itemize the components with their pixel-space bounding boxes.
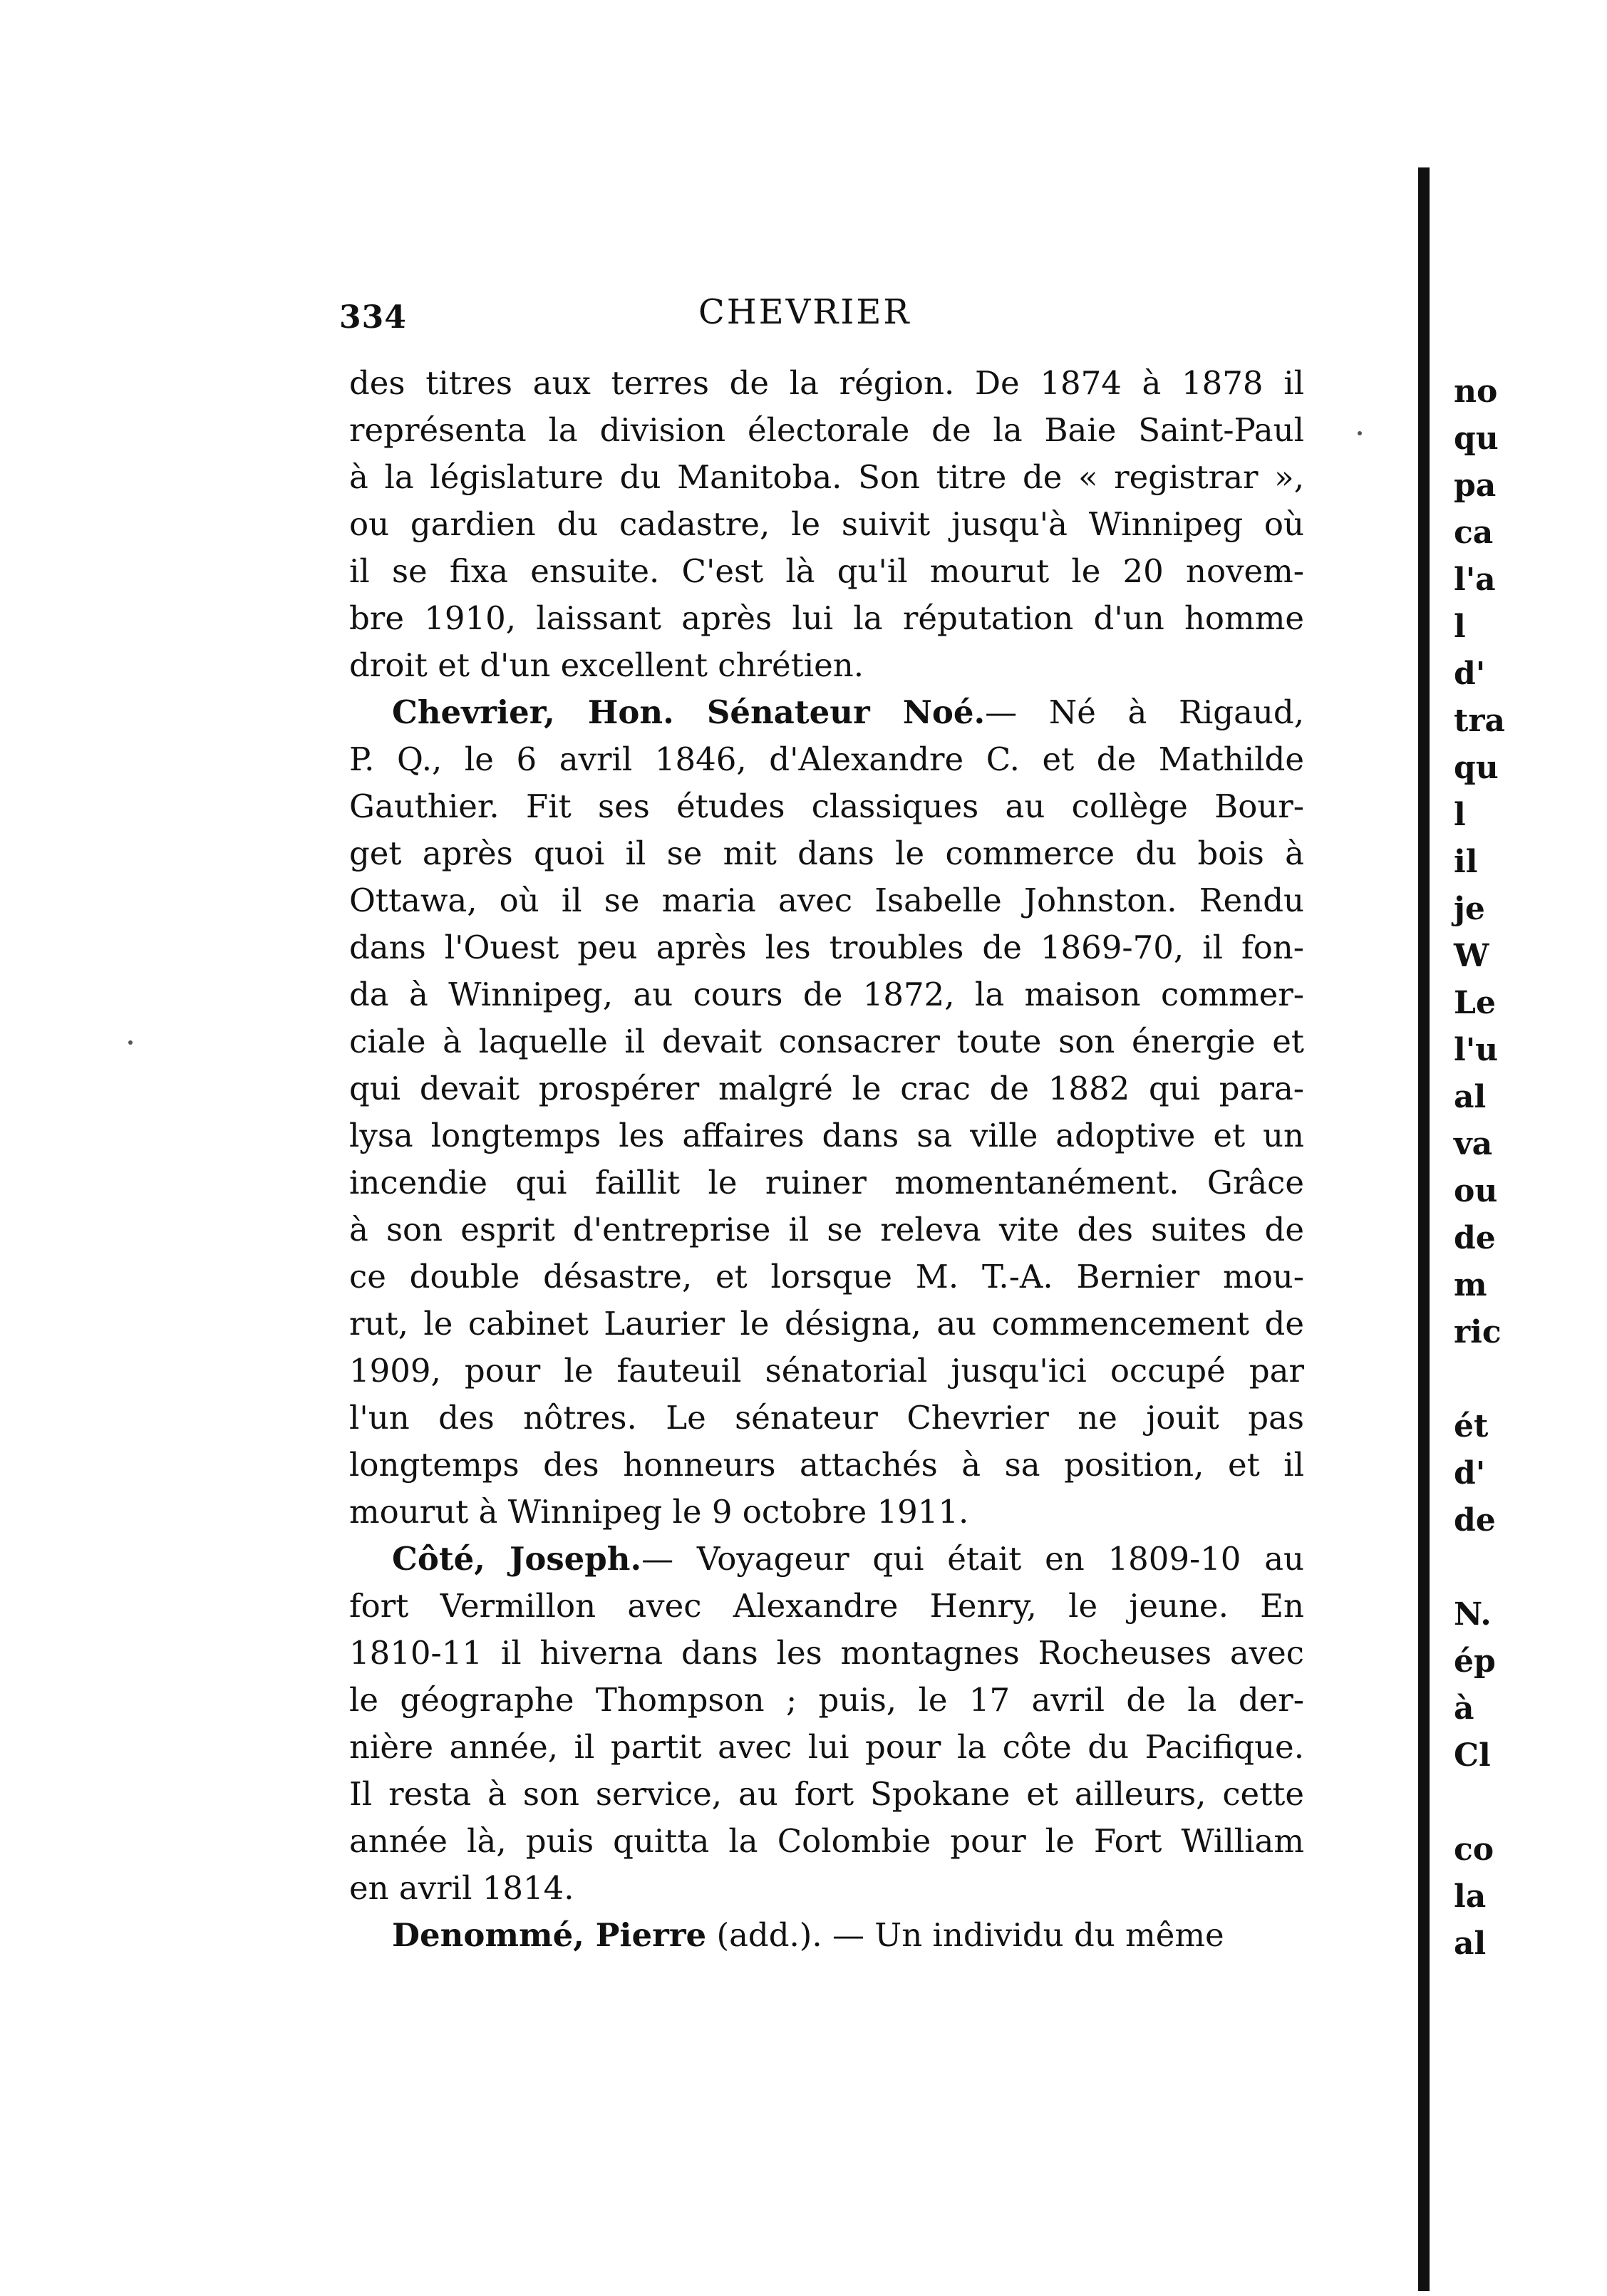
page-gutter-divider bbox=[1418, 167, 1430, 2291]
facing-page-fragment: de bbox=[1454, 1502, 1496, 1539]
text-line: ou gardien du cadastre, le suivit jusqu'à Winnipeg où bbox=[349, 505, 1304, 543]
facing-page-fragment: no bbox=[1454, 373, 1498, 410]
text-line: incendie qui faillit le ruiner momentanément. Grâce bbox=[349, 1164, 1304, 1201]
page-number: 334 bbox=[339, 299, 407, 336]
facing-page-fragment: de bbox=[1454, 1220, 1496, 1256]
facing-page-fragment: co bbox=[1454, 1831, 1494, 1868]
facing-page-fragment: d' bbox=[1454, 1455, 1486, 1491]
facing-page-fragment: qu bbox=[1454, 750, 1499, 786]
entry-text: — Né à Rigaud, bbox=[985, 693, 1304, 731]
facing-page-fragment: W bbox=[1454, 938, 1489, 974]
facing-page-fragment: à bbox=[1454, 1690, 1474, 1727]
facing-page-fragment: d' bbox=[1454, 656, 1486, 692]
entry-text: (add.). — Un individu du même bbox=[706, 1916, 1224, 1954]
text-line: en avril 1814. bbox=[349, 1869, 574, 1907]
facing-page-fragment: ric bbox=[1454, 1314, 1502, 1350]
text-line: lysa longtemps les affaires dans sa ville adoptive et un bbox=[349, 1117, 1304, 1154]
text-line: ciale à laquelle il devait consacrer toute son énergie et bbox=[349, 1023, 1304, 1060]
text-line: le géographe Thompson ; puis, le 17 avril de la der- bbox=[349, 1681, 1304, 1719]
text-line: dans l'Ouest peu après les troubles de 1869-70, il fon- bbox=[349, 929, 1304, 966]
facing-page-fragment: tra bbox=[1454, 703, 1506, 739]
text-line: bre 1910, laissant après lui la réputation d'un homme bbox=[349, 599, 1304, 637]
text-line: Gauthier. Fit ses études classiques au collège Bour- bbox=[349, 787, 1304, 825]
text-line: get après quoi il se mit dans le commerce du bois à bbox=[349, 834, 1304, 872]
facing-page-fragment: je bbox=[1454, 891, 1485, 927]
text-line: 1909, pour le fauteuil sénatorial jusqu'ici occupé par bbox=[349, 1352, 1304, 1390]
facing-page-fragment: la bbox=[1454, 1878, 1487, 1915]
entry-first-line bbox=[392, 1536, 1304, 1583]
facing-page-fragment: ca bbox=[1454, 514, 1494, 551]
text-line: il se fixa ensuite. C'est là qu'il mourut le 20 novem- bbox=[349, 552, 1304, 590]
facing-page-fragment: al bbox=[1454, 1079, 1487, 1115]
entry-heading: Denommé, Pierre bbox=[392, 1916, 707, 1954]
text-line: rut, le cabinet Laurier le désigna, au commencement de bbox=[349, 1305, 1304, 1343]
text-line: nière année, il partit avec lui pour la côte du Pacifique. bbox=[349, 1728, 1304, 1766]
text-line: qui devait prospérer malgré le crac de 1882 qui para- bbox=[349, 1070, 1304, 1107]
facing-page-fragment: pa bbox=[1454, 467, 1497, 504]
text-line: 1810-11 il hiverna dans les montagnes Rocheuses avec bbox=[349, 1634, 1304, 1672]
facing-page-fragment: m bbox=[1454, 1267, 1487, 1303]
text-line: droit et d'un excellent chrétien. bbox=[349, 646, 864, 684]
facing-page-fragment: ép bbox=[1454, 1643, 1496, 1680]
facing-page-fragment: il bbox=[1454, 844, 1478, 880]
facing-page-fragment: N. bbox=[1454, 1596, 1492, 1633]
facing-page-fragment: va bbox=[1454, 1126, 1493, 1162]
scan-speck bbox=[128, 1040, 133, 1045]
scan-speck bbox=[1358, 431, 1362, 435]
facing-page-fragment: Cl bbox=[1454, 1737, 1491, 1774]
facing-page-fragment: l'u bbox=[1454, 1032, 1499, 1068]
text-line: à la législature du Manitoba. Son titre de « registrar », bbox=[349, 458, 1304, 496]
text-line: représenta la division électorale de la Baie Saint-Paul bbox=[349, 411, 1304, 449]
entry-first-line bbox=[392, 689, 1304, 736]
text-line: l'un des nôtres. Le sénateur Chevrier ne jouit pas bbox=[349, 1399, 1304, 1437]
facing-page-fragment: ou bbox=[1454, 1173, 1498, 1209]
facing-page-fragment: l'a bbox=[1454, 562, 1496, 598]
entry-heading: Côté, Joseph. bbox=[392, 1540, 642, 1578]
text-line: Ottawa, où il se maria avec Isabelle Johnston. Rendu bbox=[349, 881, 1304, 919]
text-line: année là, puis quitta la Colombie pour le Fort William bbox=[349, 1822, 1304, 1860]
facing-page-fragment: qu bbox=[1454, 420, 1499, 457]
text-line: Il resta à son service, au fort Spokane et ailleurs, cette bbox=[349, 1775, 1304, 1813]
text-line: longtemps des honneurs attachés à sa position, et il bbox=[349, 1446, 1304, 1484]
text-line: da à Winnipeg, au cours de 1872, la maison commer- bbox=[349, 976, 1304, 1013]
text-line: fort Vermillon avec Alexandre Henry, le jeune. En bbox=[349, 1587, 1304, 1625]
facing-page-fragment: al bbox=[1454, 1925, 1487, 1962]
text-line: des titres aux terres de la région. De 1874 à 1878 il bbox=[349, 364, 1304, 402]
facing-page-fragment: ét bbox=[1454, 1408, 1489, 1444]
running-head: CHEVRIER bbox=[698, 292, 911, 332]
entry-first-line bbox=[392, 1912, 1304, 1959]
facing-page-fragment: Le bbox=[1454, 985, 1496, 1021]
text-line: ce double désastre, et lorsque M. T.-A. Bernier mou- bbox=[349, 1258, 1304, 1296]
entry-text: — Voyageur qui était en 1809-10 au bbox=[641, 1540, 1304, 1578]
entry-heading: Chevrier, Hon. Sénateur Noé. bbox=[392, 693, 986, 731]
facing-page-fragment: l bbox=[1454, 609, 1466, 645]
text-line: mourut à Winnipeg le 9 octobre 1911. bbox=[349, 1493, 969, 1531]
text-line: à son esprit d'entreprise il se releva vite des suites de bbox=[349, 1211, 1304, 1248]
facing-page-fragment: l bbox=[1454, 797, 1466, 833]
text-line: P. Q., le 6 avril 1846, d'Alexandre C. et de Mathilde bbox=[349, 740, 1304, 778]
